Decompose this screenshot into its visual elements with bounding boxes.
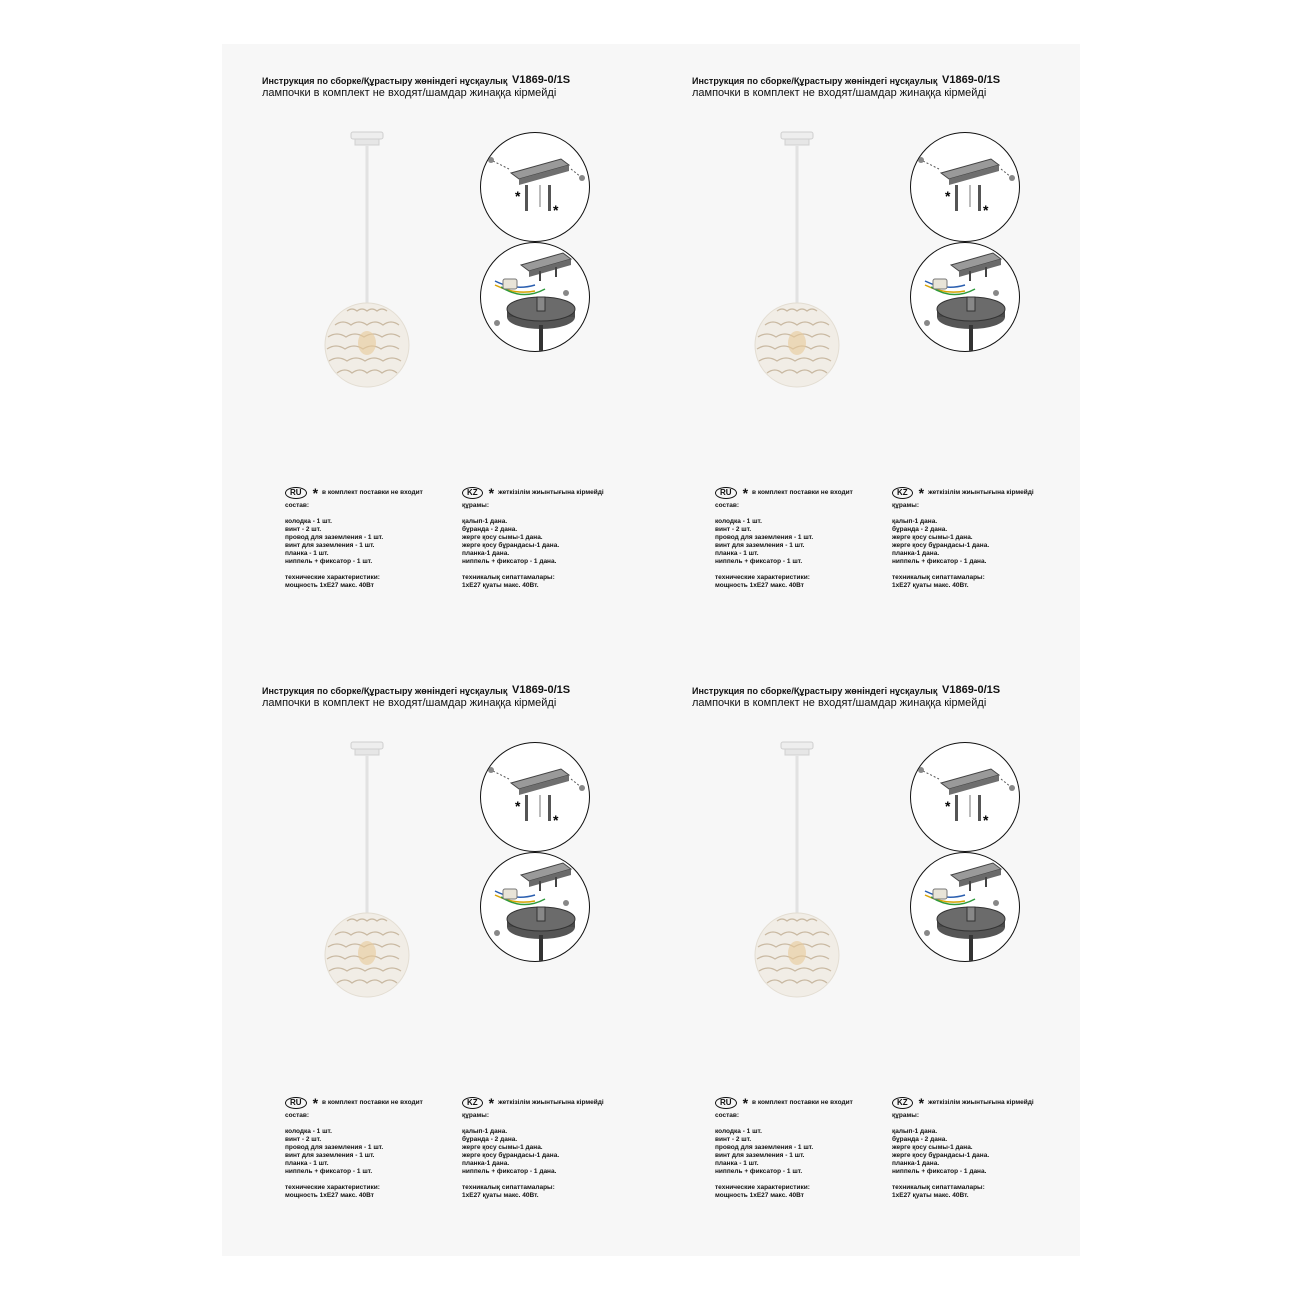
svg-text:*: * xyxy=(553,202,559,218)
ru-legend xyxy=(715,486,885,590)
instruction-subtitle: лампочки в комплект не входят/шамдар жинаққа кірмейді xyxy=(262,87,557,99)
list-item: жерге қосу бұрандасы-1 дана. xyxy=(892,542,990,549)
ru-note: в комплект поставки не входит xyxy=(322,489,423,496)
list-item: винт - 2 шт. xyxy=(285,1136,322,1143)
kz-items xyxy=(892,1128,1072,1176)
svg-text:*: * xyxy=(983,202,989,218)
ru-note: в комплект поставки не входит xyxy=(752,489,853,496)
kz-legend xyxy=(892,486,1072,590)
step1-bracket-diagram xyxy=(910,132,1020,242)
step1-bracket-diagram xyxy=(480,742,590,852)
list-item: планка-1 дана. xyxy=(462,550,510,557)
pendant-lamp-illustration xyxy=(747,740,847,1000)
panel-header xyxy=(692,686,1072,709)
asterisk-icon: * xyxy=(918,1095,925,1111)
model-code: V1869-0/1S xyxy=(942,684,1001,696)
list-item: ниппель + фиксатор - 1 дана. xyxy=(892,1168,987,1175)
kz-badge: KZ xyxy=(462,487,483,499)
kz-tech-heading: техникалық сипаттамалары: xyxy=(462,1184,555,1191)
list-item: планка - 1 шт. xyxy=(285,1160,329,1167)
model-code: V1869-0/1S xyxy=(512,684,571,696)
kz-badge: KZ xyxy=(892,487,913,499)
list-item: жерге қосу бұрандасы-1 дана. xyxy=(462,1152,560,1159)
ru-legend xyxy=(285,486,455,590)
kz-tech: 1хЕ27 қуаты макс. 40Вт. xyxy=(462,582,539,589)
list-item: планка-1 дана. xyxy=(892,550,940,557)
step2-wiring-diagram xyxy=(480,242,590,352)
list-item: жерге қосу бұрандасы-1 дана. xyxy=(892,1152,990,1159)
ru-tech-heading: технические характеристики: xyxy=(715,1184,810,1191)
list-item: ниппель + фиксатор - 1 шт. xyxy=(715,1168,803,1175)
asterisk-icon: * xyxy=(488,485,495,501)
ru-legend xyxy=(715,1096,885,1200)
list-item: винт - 2 шт. xyxy=(715,1136,752,1143)
kz-note: жеткізілім жиынтығына кірмейді xyxy=(928,489,1034,496)
pendant-lamp-illustration xyxy=(747,130,847,390)
instruction-panel xyxy=(222,44,652,644)
list-item: колодка - 1 шт. xyxy=(715,1128,762,1135)
list-item: винт для заземления - 1 шт. xyxy=(715,542,805,549)
list-item: планка-1 дана. xyxy=(462,1160,510,1167)
list-item: бұранда - 2 дана. xyxy=(462,1136,518,1143)
model-code: V1869-0/1S xyxy=(942,74,1001,86)
asterisk-icon: * xyxy=(918,485,925,501)
list-item: қалып-1 дана. xyxy=(892,1128,938,1135)
pendant-lamp-illustration xyxy=(317,130,417,390)
list-item: ниппель + фиксатор - 1 шт. xyxy=(285,558,373,565)
instruction-title: Инструкция по сборке/Құрастыру жөніндегі нұсқаулық xyxy=(262,76,508,86)
step1-bracket-diagram xyxy=(910,742,1020,852)
kz-tech: 1хЕ27 қуаты макс. 40Вт. xyxy=(892,1192,969,1199)
ru-tech: мощность 1xE27 макс. 40Вт xyxy=(285,582,374,589)
kz-tech: 1хЕ27 қуаты макс. 40Вт. xyxy=(462,1192,539,1199)
list-item: винт для заземления - 1 шт. xyxy=(285,1152,375,1159)
kz-tech: 1хЕ27 қуаты макс. 40Вт. xyxy=(892,582,969,589)
ru-items xyxy=(285,518,455,566)
list-item: винт для заземления - 1 шт. xyxy=(715,1152,805,1159)
instruction-title: Инструкция по сборке/Құрастыру жөніндегі нұсқаулық xyxy=(692,686,938,696)
ru-badge: RU xyxy=(715,487,737,499)
instruction-subtitle: лампочки в комплект не входят/шамдар жинаққа кірмейді xyxy=(692,87,987,99)
ru-tech: мощность 1xE27 макс. 40Вт xyxy=(715,1192,804,1199)
list-item: жерге қосу сымы-1 дана. xyxy=(892,534,973,541)
ru-tech-heading: технические характеристики: xyxy=(285,574,380,581)
kz-tech-heading: техникалық сипаттамалары: xyxy=(892,574,985,581)
kz-badge: KZ xyxy=(892,1097,913,1109)
kz-note: жеткізілім жиынтығына кірмейді xyxy=(928,1099,1034,1106)
kz-items xyxy=(462,518,642,566)
list-item: жерге қосу сымы-1 дана. xyxy=(462,1144,543,1151)
instruction-title: Инструкция по сборке/Құрастыру жөніндегі нұсқаулық xyxy=(262,686,508,696)
pendant-lamp-illustration xyxy=(317,740,417,1000)
list-item: колодка - 1 шт. xyxy=(285,1128,332,1135)
model-code: V1869-0/1S xyxy=(512,74,571,86)
list-item: жерге қосу бұрандасы-1 дана. xyxy=(462,542,560,549)
svg-text:*: * xyxy=(553,812,559,828)
instruction-title: Инструкция по сборке/Құрастыру жөніндегі нұсқаулық xyxy=(692,76,938,86)
asterisk-icon: * xyxy=(312,1095,319,1111)
kz-note: жеткізілім жиынтығына кірмейді xyxy=(498,1099,604,1106)
kz-note: жеткізілім жиынтығына кірмейді xyxy=(498,489,604,496)
list-item: винт - 2 шт. xyxy=(715,526,752,533)
list-item: ниппель + фиксатор - 1 дана. xyxy=(462,558,557,565)
ru-legend xyxy=(285,1096,455,1200)
list-item: жерге қосу сымы-1 дана. xyxy=(462,534,543,541)
instruction-sheet xyxy=(222,44,1080,1256)
ru-heading: состав: xyxy=(715,1112,740,1119)
kz-legend xyxy=(462,1096,642,1200)
ru-badge: RU xyxy=(285,487,307,499)
list-item: ниппель + фиксатор - 1 дана. xyxy=(892,558,987,565)
svg-text:*: * xyxy=(515,188,521,204)
list-item: провод для заземления - 1 шт. xyxy=(285,534,384,541)
list-item: винт для заземления - 1 шт. xyxy=(285,542,375,549)
kz-heading: құрамы: xyxy=(462,1112,489,1119)
panel-header xyxy=(262,76,642,99)
step2-wiring-diagram xyxy=(910,242,1020,352)
panel-header xyxy=(262,686,642,709)
svg-text:*: * xyxy=(983,812,989,828)
ru-note: в комплект поставки не входит xyxy=(322,1099,423,1106)
list-item: колодка - 1 шт. xyxy=(285,518,332,525)
list-item: ниппель + фиксатор - 1 дана. xyxy=(462,1168,557,1175)
ru-items xyxy=(715,1128,885,1176)
asterisk-icon: * xyxy=(742,485,749,501)
asterisk-icon: * xyxy=(742,1095,749,1111)
list-item: қалып-1 дана. xyxy=(892,518,938,525)
panel-header xyxy=(692,76,1072,99)
ru-items xyxy=(285,1128,455,1176)
step1-bracket-diagram xyxy=(480,132,590,242)
ru-tech: мощность 1xE27 макс. 40Вт xyxy=(715,582,804,589)
list-item: планка - 1 шт. xyxy=(715,1160,759,1167)
list-item: ниппель + фиксатор - 1 шт. xyxy=(715,558,803,565)
step2-wiring-diagram xyxy=(910,852,1020,962)
kz-legend xyxy=(892,1096,1072,1200)
asterisk-icon: * xyxy=(312,485,319,501)
list-item: колодка - 1 шт. xyxy=(715,518,762,525)
list-item: бұранда - 2 дана. xyxy=(892,1136,948,1143)
instruction-subtitle: лампочки в комплект не входят/шамдар жинаққа кірмейді xyxy=(262,697,557,709)
kz-items xyxy=(462,1128,642,1176)
list-item: винт - 2 шт. xyxy=(285,526,322,533)
kz-heading: құрамы: xyxy=(892,502,919,509)
asterisk-icon: * xyxy=(488,1095,495,1111)
ru-heading: состав: xyxy=(285,502,310,509)
list-item: қалып-1 дана. xyxy=(462,1128,508,1135)
list-item: провод для заземления - 1 шт. xyxy=(715,534,814,541)
ru-heading: состав: xyxy=(715,502,740,509)
list-item: бұранда - 2 дана. xyxy=(892,526,948,533)
list-item: планка-1 дана. xyxy=(892,1160,940,1167)
kz-legend xyxy=(462,486,642,590)
instruction-panel xyxy=(222,654,652,1254)
ru-heading: состав: xyxy=(285,1112,310,1119)
ru-tech: мощность 1xE27 макс. 40Вт xyxy=(285,1192,374,1199)
ru-badge: RU xyxy=(715,1097,737,1109)
kz-heading: құрамы: xyxy=(462,502,489,509)
ru-tech-heading: технические характеристики: xyxy=(715,574,810,581)
step2-wiring-diagram xyxy=(480,852,590,962)
list-item: ниппель + фиксатор - 1 шт. xyxy=(285,1168,373,1175)
list-item: планка - 1 шт. xyxy=(715,550,759,557)
list-item: провод для заземления - 1 шт. xyxy=(715,1144,814,1151)
instruction-subtitle: лампочки в комплект не входят/шамдар жинаққа кірмейді xyxy=(692,697,987,709)
svg-text:*: * xyxy=(945,188,951,204)
kz-heading: құрамы: xyxy=(892,1112,919,1119)
ru-tech-heading: технические характеристики: xyxy=(285,1184,380,1191)
svg-text:*: * xyxy=(515,798,521,814)
kz-badge: KZ xyxy=(462,1097,483,1109)
ru-badge: RU xyxy=(285,1097,307,1109)
ru-items xyxy=(715,518,885,566)
kz-tech-heading: техникалық сипаттамалары: xyxy=(892,1184,985,1191)
ru-note: в комплект поставки не входит xyxy=(752,1099,853,1106)
list-item: планка - 1 шт. xyxy=(285,550,329,557)
svg-text:*: * xyxy=(945,798,951,814)
list-item: жерге қосу сымы-1 дана. xyxy=(892,1144,973,1151)
list-item: бұранда - 2 дана. xyxy=(462,526,518,533)
list-item: провод для заземления - 1 шт. xyxy=(285,1144,384,1151)
instruction-panel xyxy=(652,44,1082,644)
kz-tech-heading: техникалық сипаттамалары: xyxy=(462,574,555,581)
kz-items xyxy=(892,518,1072,566)
instruction-panel xyxy=(652,654,1082,1254)
list-item: қалып-1 дана. xyxy=(462,518,508,525)
